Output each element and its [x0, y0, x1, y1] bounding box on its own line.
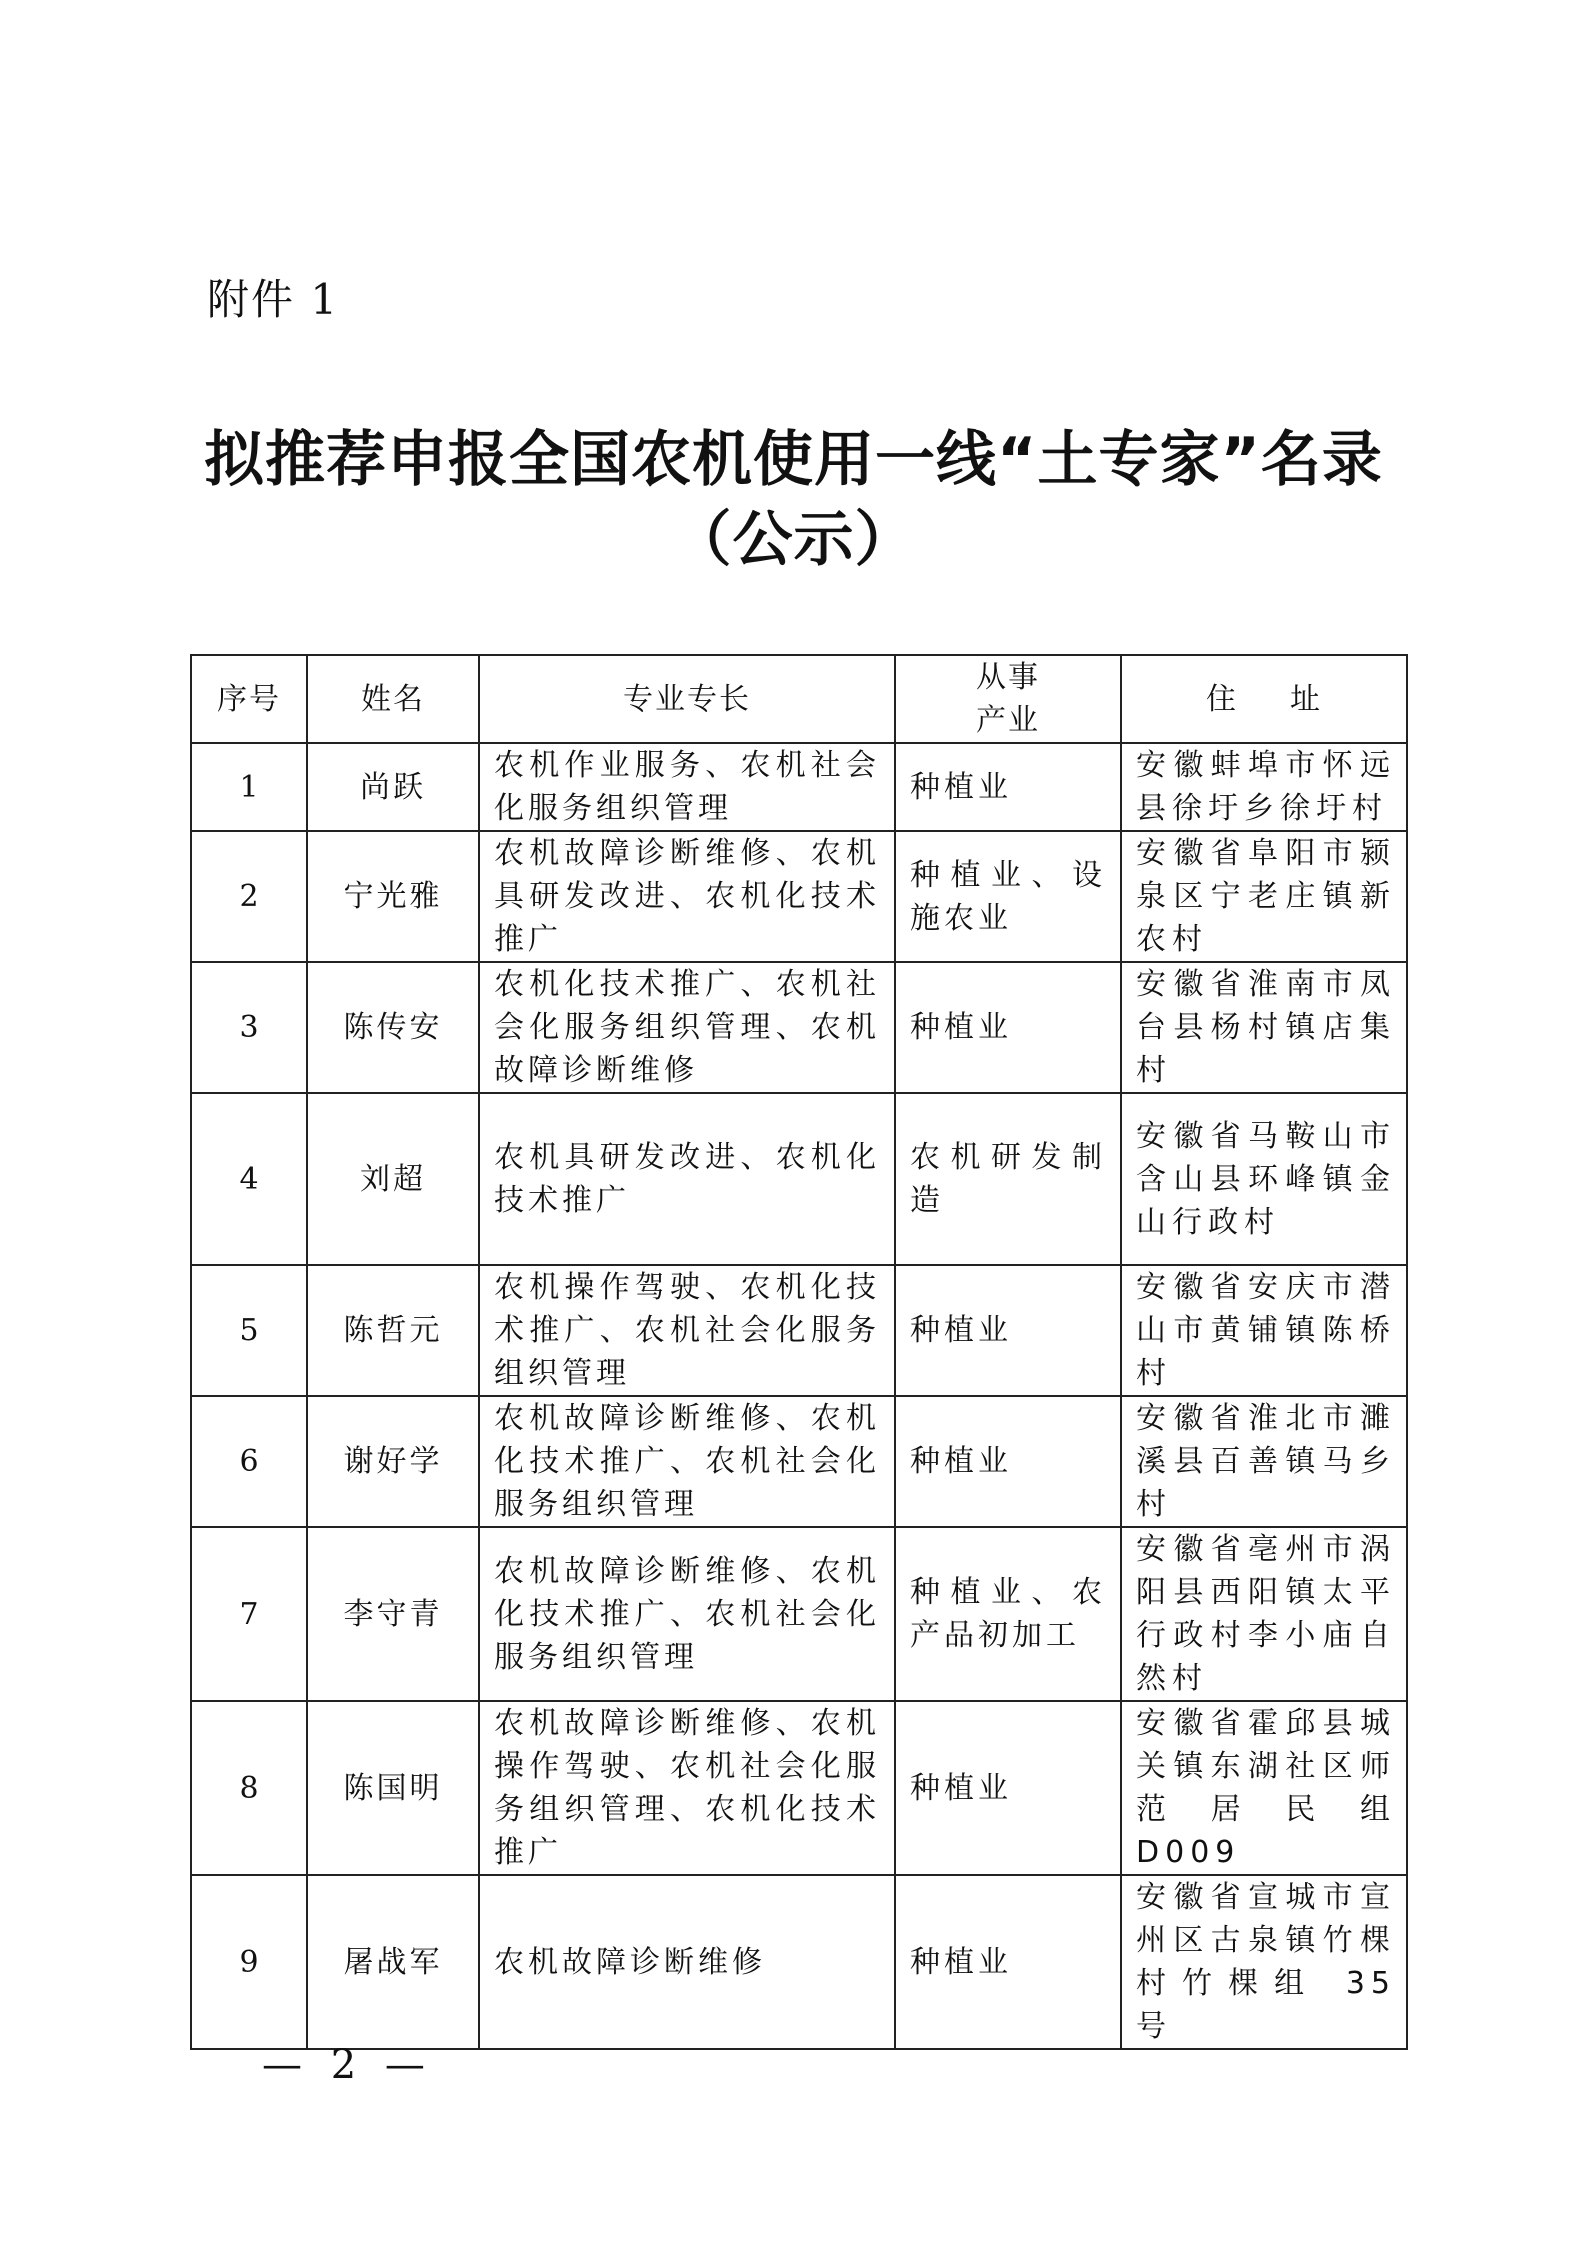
cell-specialty: 农机故障诊断维修、农机操作驾驶、农机社会化服务组织管理、农机化技术推广 — [479, 1701, 895, 1875]
cell-name: 李守青 — [307, 1527, 479, 1701]
cell-industry: 种植业 — [895, 1265, 1121, 1396]
column-header-specialty: 专业专长 — [479, 655, 895, 743]
cell-name: 宁光雅 — [307, 831, 479, 962]
table-row — [191, 831, 1407, 962]
cell-number: 9 — [191, 1875, 307, 2049]
cell-number: 3 — [191, 962, 307, 1093]
cell-number: 6 — [191, 1396, 307, 1527]
table-header-row — [191, 655, 1407, 743]
table-row — [191, 1875, 1407, 2049]
table-row — [191, 1265, 1407, 1396]
cell-number: 2 — [191, 831, 307, 962]
table-row — [191, 1527, 1407, 1701]
cell-industry: 种植业 — [895, 1875, 1121, 2049]
cell-industry: 种植业 — [895, 743, 1121, 831]
cell-address: 安徽蚌埠市怀远县徐圩乡徐圩村 — [1121, 743, 1407, 831]
column-header-industry-line2: 产业 — [976, 703, 1040, 738]
cell-name: 刘超 — [307, 1093, 479, 1265]
table-row — [191, 962, 1407, 1093]
cell-address: 安徽省亳州市涡阳县西阳镇太平行政村李小庙自然村 — [1121, 1527, 1407, 1701]
cell-specialty: 农机化技术推广、农机社会化服务组织管理、农机故障诊断维修 — [479, 962, 895, 1093]
attachment-label: 附件 1 — [207, 275, 340, 324]
column-header-address-b: 址 — [1290, 681, 1322, 717]
column-header-no: 序号 — [191, 655, 307, 743]
cell-number: 1 — [191, 743, 307, 831]
column-header-address — [1121, 655, 1407, 743]
cell-industry: 种植业、农产品初加工 — [895, 1527, 1121, 1701]
table-body — [191, 743, 1407, 2049]
cell-specialty: 农机故障诊断维修、农机化技术推广、农机社会化服务组织管理 — [479, 1396, 895, 1527]
cell-specialty: 农机操作驾驶、农机化技术推广、农机社会化服务组织管理 — [479, 1265, 895, 1396]
cell-name: 陈国明 — [307, 1701, 479, 1875]
cell-specialty: 农机故障诊断维修、农机化技术推广、农机社会化服务组织管理 — [479, 1527, 895, 1701]
cell-industry: 农机研发制造 — [895, 1093, 1121, 1265]
page-number: — 2 — — [262, 2042, 433, 2088]
table-row — [191, 1701, 1407, 1875]
cell-specialty: 农机具研发改进、农机化技术推广 — [479, 1093, 895, 1265]
cell-number: 4 — [191, 1093, 307, 1265]
column-header-address-a: 住 — [1206, 681, 1238, 717]
column-header-name: 姓名 — [307, 655, 479, 743]
cell-name: 尚跃 — [307, 743, 479, 831]
cell-name: 屠战军 — [307, 1875, 479, 2049]
cell-industry: 种植业 — [895, 1701, 1121, 1875]
cell-address: 安徽省宣城市宣州区古泉镇竹棵村竹棵组 35 号 — [1121, 1875, 1407, 2049]
column-header-industry — [895, 655, 1121, 743]
cell-specialty: 农机作业服务、农机社会化服务组织管理 — [479, 743, 895, 831]
cell-address: 安徽省安庆市潜山市黄铺镇陈桥村 — [1121, 1265, 1407, 1396]
cell-name: 陈传安 — [307, 962, 479, 1093]
cell-address: 安徽省淮北市濉溪县百善镇马乡村 — [1121, 1396, 1407, 1527]
cell-address: 安徽省阜阳市颍泉区宁老庄镇新农村 — [1121, 831, 1407, 962]
cell-address: 安徽省马鞍山市含山县环峰镇金山行政村 — [1121, 1093, 1407, 1265]
cell-industry: 种植业 — [895, 962, 1121, 1093]
cell-address: 安徽省淮南市凤台县杨村镇店集村 — [1121, 962, 1407, 1093]
table-row — [191, 743, 1407, 831]
cell-specialty: 农机故障诊断维修、农机具研发改进、农机化技术推广 — [479, 831, 895, 962]
cell-number: 8 — [191, 1701, 307, 1875]
cell-industry: 种植业、设施农业 — [895, 831, 1121, 962]
table-row — [191, 1396, 1407, 1527]
table-row — [191, 1093, 1407, 1265]
cell-specialty: 农机故障诊断维修 — [479, 1875, 895, 2049]
expert-roster-table — [190, 654, 1408, 2050]
document-subtitle: （公示） — [671, 505, 916, 575]
cell-number: 5 — [191, 1265, 307, 1396]
column-header-industry-line1: 从事 — [976, 660, 1040, 695]
cell-number: 7 — [191, 1527, 307, 1701]
cell-name: 陈哲元 — [307, 1265, 479, 1396]
document-title: 拟推荐申报全国农机使用一线“土专家”名录 — [204, 425, 1383, 495]
cell-address: 安徽省霍邱县城关镇东湖社区师范居民组 D009 — [1121, 1701, 1407, 1875]
cell-industry: 种植业 — [895, 1396, 1121, 1527]
cell-name: 谢好学 — [307, 1396, 479, 1527]
